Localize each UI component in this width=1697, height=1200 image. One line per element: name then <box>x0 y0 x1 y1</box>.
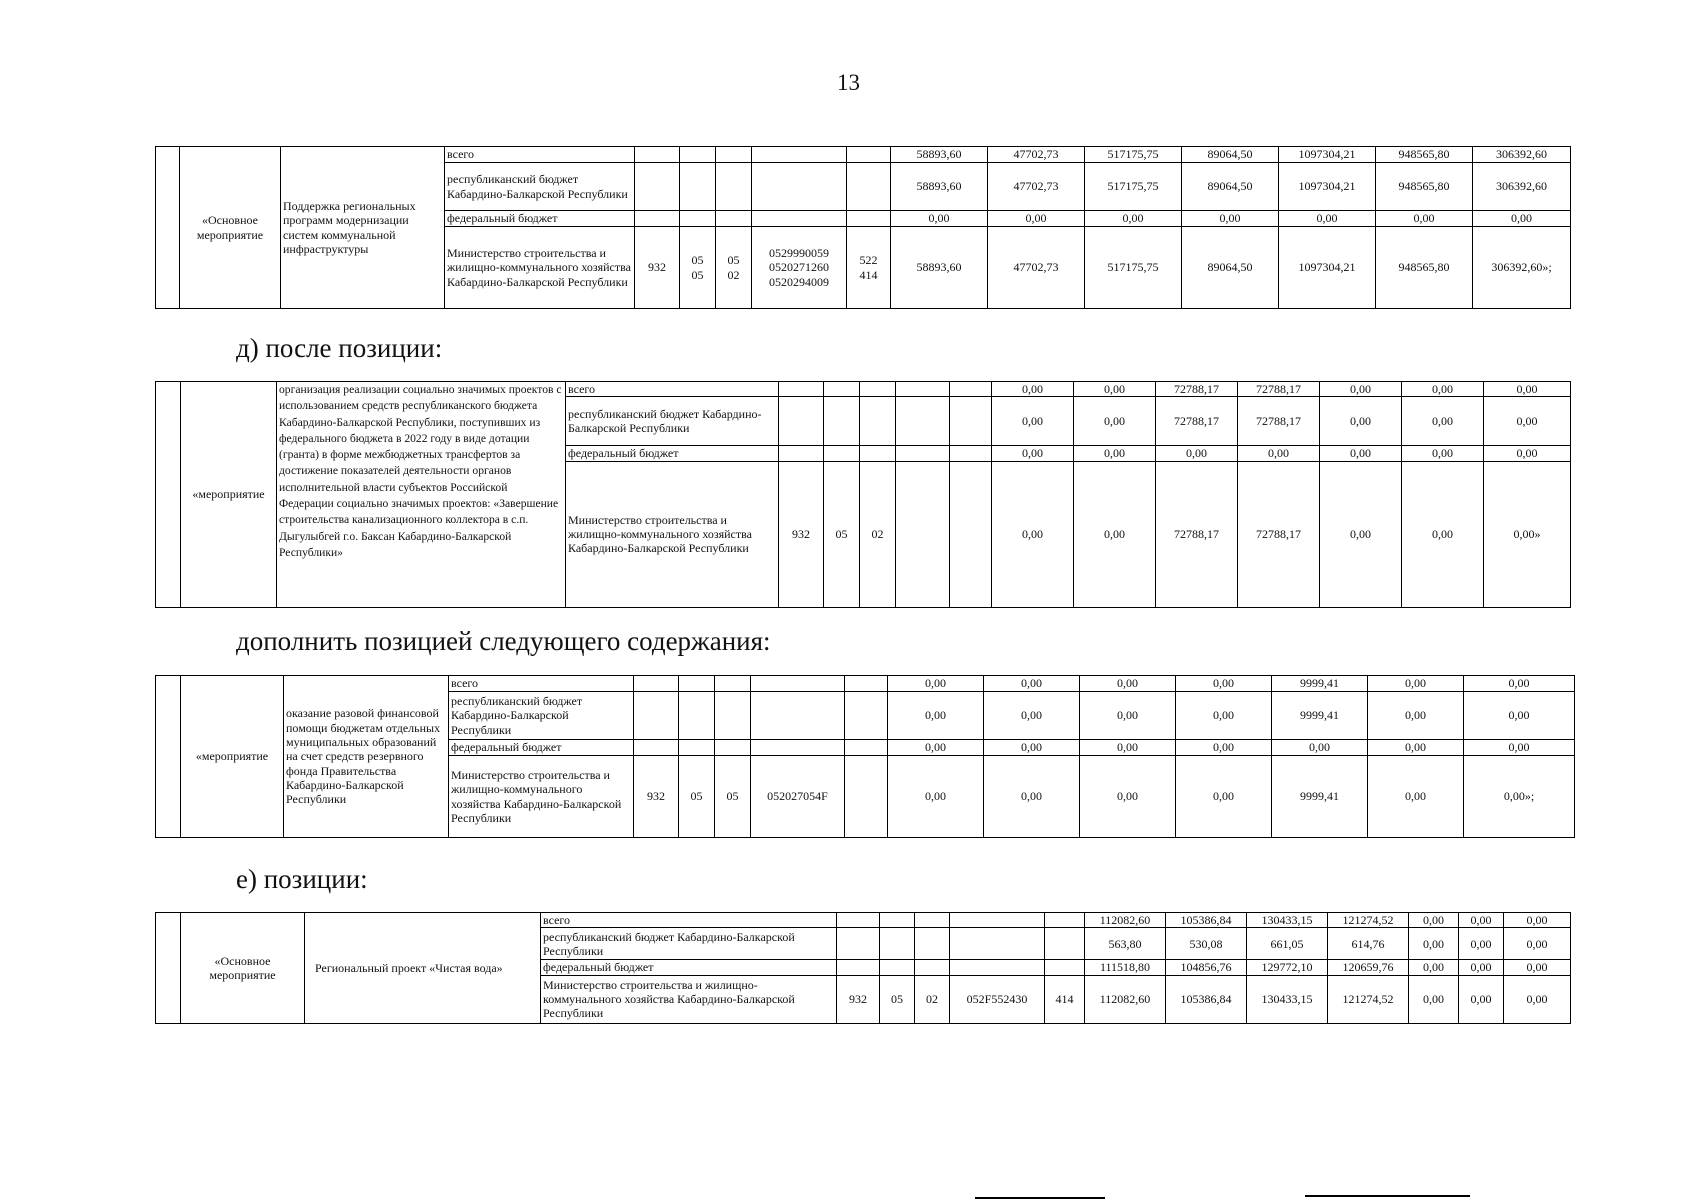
amount-cell: 9999,41 <box>1272 756 1368 838</box>
amount-cell: 0,00 <box>1368 676 1464 692</box>
amount-cell: 0,00 <box>984 756 1080 838</box>
amount-cell: 0,00 <box>1176 676 1272 692</box>
funding-source: федеральный бюджет <box>445 211 635 227</box>
amount-cell: 89064,50 <box>1182 147 1279 163</box>
amount-cell: 47702,73 <box>988 163 1085 211</box>
amount-cell: 111518,80 <box>1085 960 1166 975</box>
amount-cell: 0,00 <box>1320 461 1402 607</box>
event-type-label: «Основное мероприятие <box>180 147 281 309</box>
amount-cell: 0,00 <box>1368 756 1464 838</box>
subsection-code: 05 02 <box>716 227 752 309</box>
funding-source: Министерство строительства и жилищно-коммунального хозяйства Кабардино-Балкарской Республики <box>541 975 837 1023</box>
amount-cell: 58893,60 <box>891 163 988 211</box>
amount-cell: 306392,60»; <box>1473 227 1571 309</box>
amount-cell: 0,00 <box>1320 382 1402 397</box>
funding-source: всего <box>445 147 635 163</box>
section-code: 05 <box>880 975 915 1023</box>
blank-cell <box>156 676 181 838</box>
section-code: 05 05 <box>680 227 716 309</box>
amount-cell: 89064,50 <box>1182 227 1279 309</box>
amount-cell: 0,00 <box>992 382 1074 397</box>
amount-cell: 0,00 <box>1464 692 1575 740</box>
amount-cell: 0,00 <box>1176 740 1272 756</box>
budget-table-1 <box>155 146 1571 309</box>
amount-cell: 0,00 <box>1080 756 1176 838</box>
grbs-code: 932 <box>634 756 679 838</box>
amount-cell: 0,00 <box>1080 692 1176 740</box>
amount-cell: 0,00 <box>1376 211 1473 227</box>
amount-cell: 0,00 <box>1409 960 1459 975</box>
amount-cell: 0,00 <box>992 461 1074 607</box>
blank-cell <box>156 913 181 1024</box>
amount-cell: 9999,41 <box>1272 692 1368 740</box>
amount-cell: 517175,75 <box>1085 163 1182 211</box>
amount-cell: 0,00 <box>1402 446 1484 461</box>
amount-cell: 112082,60 <box>1085 975 1166 1023</box>
event-type-label: «Основное мероприятие <box>181 913 305 1024</box>
amount-cell: 0,00 <box>1459 928 1504 960</box>
amount-cell: 120659,76 <box>1328 960 1409 975</box>
amount-cell: 0,00 <box>1272 740 1368 756</box>
amount-cell: 0,00 <box>1409 913 1459 928</box>
amount-cell: 1097304,21 <box>1279 147 1376 163</box>
funding-source: федеральный бюджет <box>449 740 634 756</box>
amount-cell: 0,00 <box>1484 397 1571 446</box>
amount-cell: 0,00 <box>1156 446 1238 461</box>
amount-cell: 0,00 <box>984 692 1080 740</box>
amount-cell: 0,00 <box>1409 928 1459 960</box>
amount-cell: 0,00 <box>1504 928 1571 960</box>
event-name: оказание разовой финансовой помощи бюджетам отдельных муниципальных образований на счет средств резервного фонда Правительства Кабардино-Балкарской Республики <box>284 676 449 838</box>
amount-cell: 1097304,21 <box>1279 227 1376 309</box>
amount-cell: 0,00 <box>888 740 984 756</box>
amount-cell: 530,08 <box>1166 928 1247 960</box>
amount-cell: 0,00 <box>1464 740 1575 756</box>
amount-cell: 0,00 <box>1080 740 1176 756</box>
amount-cell: 0,00 <box>888 692 984 740</box>
funding-source: всего <box>541 913 837 928</box>
amount-cell: 0,00 <box>992 397 1074 446</box>
amount-cell: 517175,75 <box>1085 227 1182 309</box>
amount-cell: 0,00 <box>1085 211 1182 227</box>
amount-cell: 563,80 <box>1085 928 1166 960</box>
amount-cell: 58893,60 <box>891 227 988 309</box>
amount-cell: 614,76 <box>1328 928 1409 960</box>
amount-cell: 121274,52 <box>1328 975 1409 1023</box>
amount-cell: 0,00 <box>984 676 1080 692</box>
amount-cell: 0,00 <box>1074 446 1156 461</box>
event-type-label: «мероприятие <box>181 676 284 838</box>
amount-cell: 0,00 <box>984 740 1080 756</box>
amount-cell: 130433,15 <box>1247 913 1328 928</box>
amount-cell: 104856,76 <box>1166 960 1247 975</box>
expense-type-code <box>950 461 992 607</box>
funding-source: республиканский бюджет Кабардино-Балкарской Республики <box>445 163 635 211</box>
amount-cell: 72788,17 <box>1156 461 1238 607</box>
amount-cell: 72788,17 <box>1238 461 1320 607</box>
amount-cell: 306392,60 <box>1473 163 1571 211</box>
amount-cell: 517175,75 <box>1085 147 1182 163</box>
amount-cell: 0,00 <box>1459 960 1504 975</box>
amount-cell: 0,00 <box>992 446 1074 461</box>
section-heading: д) после позиции: <box>236 333 443 363</box>
amount-cell: 105386,84 <box>1166 913 1247 928</box>
amount-cell: 72788,17 <box>1156 382 1238 397</box>
subsection-code: 05 <box>715 756 751 838</box>
target-article-code <box>896 461 950 607</box>
amount-cell: 0,00 <box>1504 975 1571 1023</box>
amount-cell: 72788,17 <box>1238 382 1320 397</box>
amount-cell: 0,00 <box>1504 960 1571 975</box>
amount-cell: 47702,73 <box>988 147 1085 163</box>
amount-cell: 0,00 <box>1080 676 1176 692</box>
table-row <box>156 676 1575 692</box>
amount-cell: 0,00 <box>1459 913 1504 928</box>
blank-cell <box>156 382 181 608</box>
footer-rule <box>975 1197 1105 1199</box>
page-number: 13 <box>837 70 860 95</box>
amount-cell: 0,00»; <box>1464 756 1575 838</box>
amount-cell: 0,00 <box>1504 913 1571 928</box>
amount-cell: 0,00 <box>1074 461 1156 607</box>
amount-cell: 948565,80 <box>1376 147 1473 163</box>
section-heading: е) позиции: <box>236 864 368 894</box>
funding-source: Министерство строительства и жилищно-коммунального хозяйства Кабардино-Балкарской Республики <box>445 227 635 309</box>
amount-cell: 1097304,21 <box>1279 163 1376 211</box>
amount-cell: 0,00» <box>1484 461 1571 607</box>
section-code: 05 <box>679 756 715 838</box>
amount-cell: 0,00 <box>1279 211 1376 227</box>
section-heading: дополнить позицией следующего содержания: <box>236 626 771 656</box>
amount-cell: 0,00 <box>1484 382 1571 397</box>
amount-cell: 0,00 <box>1074 382 1156 397</box>
amount-cell: 0,00 <box>1402 382 1484 397</box>
amount-cell: 0,00 <box>1473 211 1571 227</box>
amount-cell: 0,00 <box>1320 397 1402 446</box>
table-row <box>156 382 1571 397</box>
amount-cell: 0,00 <box>1402 461 1484 607</box>
grbs-code: 932 <box>837 975 880 1023</box>
funding-source: Министерство строительства и жилищно-коммунального хозяйства Кабардино-Балкарской Республики <box>449 756 634 838</box>
amount-cell: 0,00 <box>1238 446 1320 461</box>
amount-cell: 0,00 <box>1176 692 1272 740</box>
expense-type-code <box>845 756 888 838</box>
amount-cell: 121274,52 <box>1328 913 1409 928</box>
target-article-code: 052F552430 <box>950 975 1045 1023</box>
footer-rule <box>1305 1195 1470 1197</box>
amount-cell: 0,00 <box>1464 676 1575 692</box>
event-name: организация реализации социально значимых проектов с использованием средств республиканского бюджета Кабардино-Балкарской Республики, поступивших из федерального бюджета в 2022 году в виде дотации (гранта) в форме межбюджетных трансфертов за достижение показателей деятельности органов исполнительной власти субъектов Российской Федерации социально значимых проектов: «Завершение строительства канализационного коллектора в с.п. Дыгулыбгей г.о. Баксан Кабардино-Балкарской Республики» <box>277 382 566 608</box>
blank-cell <box>156 147 180 309</box>
amount-cell: 0,00 <box>888 676 984 692</box>
amount-cell: 0,00 <box>891 211 988 227</box>
funding-source: федеральный бюджет <box>566 446 779 461</box>
expense-type-code: 414 <box>1045 975 1085 1023</box>
amount-cell: 58893,60 <box>891 147 988 163</box>
amount-cell: 0,00 <box>1484 446 1571 461</box>
amount-cell: 0,00 <box>1368 740 1464 756</box>
subsection-code: 02 <box>860 461 896 607</box>
amount-cell: 0,00 <box>1402 397 1484 446</box>
budget-table-3 <box>155 675 1575 838</box>
subsection-code: 02 <box>915 975 950 1023</box>
event-name: Региональный проект «Чистая вода» <box>305 913 541 1024</box>
amount-cell: 661,05 <box>1247 928 1328 960</box>
funding-source: Министерство строительства и жилищно-коммунального хозяйства Кабардино-Балкарской Республики <box>566 461 779 607</box>
amount-cell: 0,00 <box>1459 975 1504 1023</box>
table-row <box>156 147 1571 163</box>
amount-cell: 0,00 <box>1368 692 1464 740</box>
amount-cell: 47702,73 <box>988 227 1085 309</box>
amount-cell: 89064,50 <box>1182 163 1279 211</box>
expense-type-code: 522 414 <box>847 227 891 309</box>
amount-cell: 9999,41 <box>1272 676 1368 692</box>
funding-source: федеральный бюджет <box>541 960 837 975</box>
amount-cell: 72788,17 <box>1238 397 1320 446</box>
amount-cell: 0,00 <box>1409 975 1459 1023</box>
amount-cell: 0,00 <box>888 756 984 838</box>
funding-source: республиканский бюджет Кабардино-Балкарской Республики <box>449 692 634 740</box>
grbs-code: 932 <box>779 461 824 607</box>
target-article-code: 0529990059 0520271260 0520294009 <box>752 227 847 309</box>
amount-cell: 0,00 <box>1074 397 1156 446</box>
funding-source: республиканский бюджет Кабардино- Балкарской Республики <box>566 397 779 446</box>
grbs-code: 932 <box>635 227 680 309</box>
funding-source: всего <box>566 382 779 397</box>
amount-cell: 0,00 <box>1182 211 1279 227</box>
amount-cell: 72788,17 <box>1156 397 1238 446</box>
amount-cell: 129772,10 <box>1247 960 1328 975</box>
table-row <box>156 913 1571 928</box>
target-article-code: 052027054F <box>751 756 845 838</box>
amount-cell: 112082,60 <box>1085 913 1166 928</box>
amount-cell: 130433,15 <box>1247 975 1328 1023</box>
amount-cell: 0,00 <box>1320 446 1402 461</box>
amount-cell: 0,00 <box>1176 756 1272 838</box>
budget-table-2 <box>155 381 1571 608</box>
event-name: Поддержка региональных программ модернизации систем коммунальной инфраструктуры <box>281 147 445 309</box>
funding-source: всего <box>449 676 634 692</box>
budget-table-4 <box>155 912 1571 1024</box>
event-type-label: «мероприятие <box>181 382 277 608</box>
amount-cell: 105386,84 <box>1166 975 1247 1023</box>
section-code: 05 <box>824 461 860 607</box>
amount-cell: 948565,80 <box>1376 163 1473 211</box>
amount-cell: 948565,80 <box>1376 227 1473 309</box>
amount-cell: 306392,60 <box>1473 147 1571 163</box>
funding-source: республиканский бюджет Кабардино-Балкарской Республики <box>541 928 837 960</box>
amount-cell: 0,00 <box>988 211 1085 227</box>
